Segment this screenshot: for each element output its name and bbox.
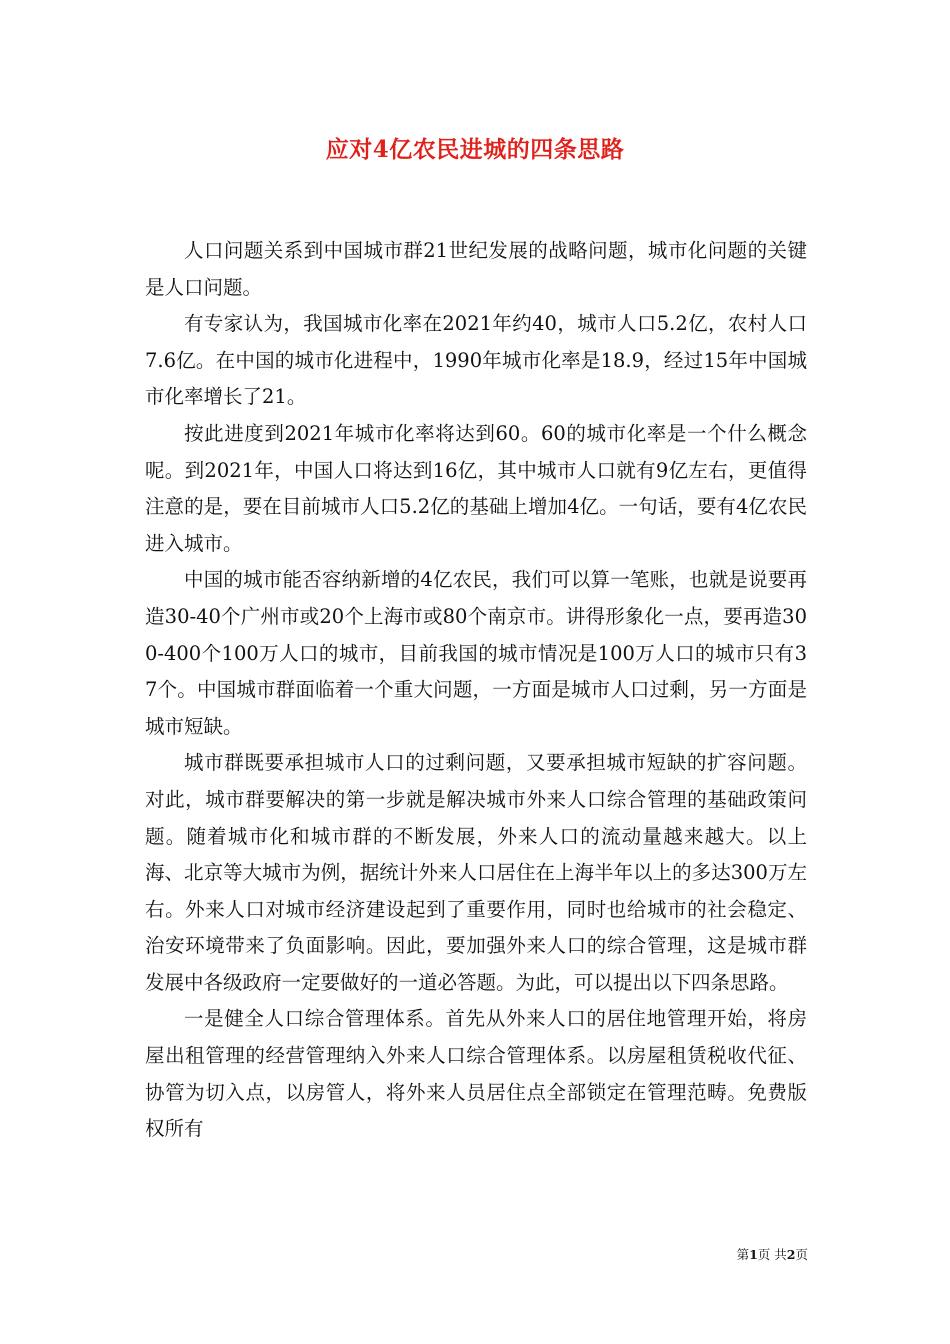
paragraph-1: 人口问题关系到中国城市群21世纪发展的战略问题，城市化问题的关键是人口问题。: [145, 239, 807, 299]
footer-suffix: 页: [795, 1247, 808, 1262]
document-title: 应对4亿农民进城的四条思路: [325, 136, 625, 163]
page-footer: [650, 1245, 808, 1265]
footer-middle: 页 共: [757, 1247, 787, 1262]
paragraph-4: 中国的城市能否容纳新增的4亿农民，我们可以算一笔账，也就是说要再造30-40个广州市或20个上海市或80个南京市。讲得形象化一点，要再造300-400个100万人口的城市，目前我国的城市情况是100万人口的城市只有37个。中国城市群面临着一个重大问题，一方面是城市人口过剩，另一方面是城市短缺。: [145, 568, 807, 738]
footer-total-pages: 2: [786, 1247, 796, 1262]
document-body: [145, 233, 807, 1148]
paragraph-2: 有专家认为，我国城市化率在2021年约40，城市人口5.2亿，农村人口7.6亿。在中国的城市化进程中，1990年城市化率是18.9，经过15年中国城市化率增长了21。: [145, 312, 807, 409]
paragraph-3: 按此进度到2021年城市化率将达到60。60的城市化率是一个什么概念呢。到2021年，中国人口将达到16亿，其中城市人口就有9亿左右，更值得注意的是，要在目前城市人口5.2亿的基础上增加4亿。一句话，要有4亿农民进入城市。: [145, 421, 807, 555]
footer-prefix: 第: [736, 1247, 750, 1262]
paragraph-5: 城市群既要承担城市人口的过剩问题，又要承担城市短缺的扩容问题。对此，城市群要解决的第一步就是解决城市外来人口综合管理的基础政策问题。随着城市化和城市群的不断发展，外来人口的流动量越来越大。以上海、北京等大城市为例，据统计外来人口居住在上海半年以上的多达300万左右。外来人口对城市经济建设起到了重要作用，同时也给城市的社会稳定、治安环境带来了负面影响。因此，要加强外来人口的综合管理，这是城市群发展中各级政府一定要做好的一道必答题。为此，可以提出以下四条思路。: [145, 751, 807, 994]
paragraph-6: 一是健全人口综合管理体系。首先从外来人口的居住地管理开始，将房屋出租管理的经营管理纳入外来人口综合管理体系。以房屋租赁税收代征、协管为切入点，以房管人，将外来人员居住点全部锁定在管理范畴。免费版权所有: [145, 1007, 807, 1141]
footer-current-page: 1: [749, 1247, 758, 1262]
